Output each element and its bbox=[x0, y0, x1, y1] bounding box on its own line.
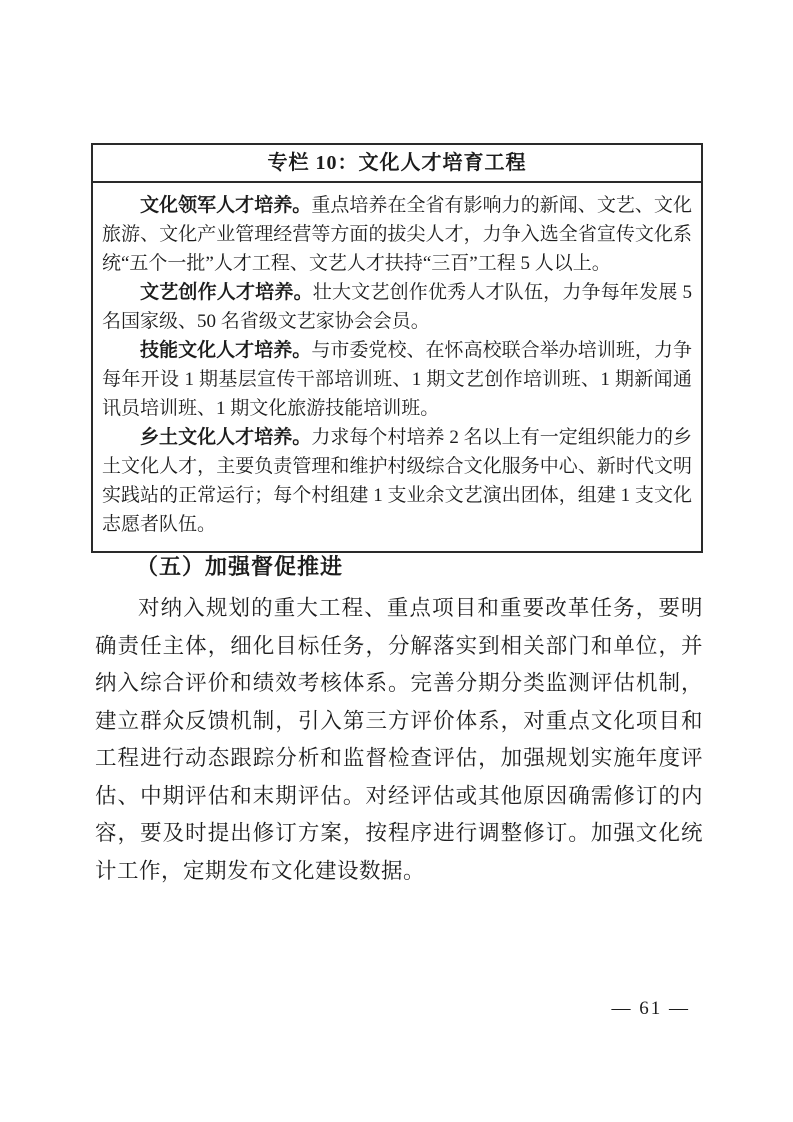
box-paragraph-3 bbox=[102, 336, 692, 423]
box-paragraph-3-lead: 技能文化人才培养。 bbox=[140, 340, 312, 361]
box-paragraph-2-lead: 文艺创作人才培养。 bbox=[140, 282, 313, 303]
page-number: — 61 — bbox=[611, 998, 690, 1019]
box-paragraph-3-text: 与市委党校、在怀高校联合举办培训班，力争每年开设 1 期基层宣传干部培训班、1 期文艺创作培训班、1 期新闻通讯员培训班、1 期文化旅游技能培训班。 bbox=[102, 340, 692, 419]
box-paragraph-1 bbox=[102, 191, 692, 278]
box-paragraph-4 bbox=[102, 423, 692, 539]
feature-box-body bbox=[93, 183, 701, 551]
box-paragraph-1-lead: 文化领军人才培养。 bbox=[140, 195, 312, 216]
box-paragraph-4-lead: 乡土文化人才培养。 bbox=[140, 427, 312, 448]
feature-box bbox=[91, 143, 703, 553]
feature-box-title: 专栏 10：文化人才培育工程 bbox=[93, 145, 701, 183]
section-body-paragraph: 对纳入规划的重大工程、重点项目和重要改革任务，要明确责任主体，细化目标任务，分解落实到相关部门和单位，并纳入综合评价和绩效考核体系。完善分期分类监测评估机制，建立群众反馈机制，引入第三方评价体系，对重点文化项目和工程进行动态跟踪分析和监督检查评估，加强规划实施年度评估、中期评估和末期评估。对经评估或其他原因确需修订的内容，要及时提出修订方案，按程序进行调整修订。加强文化统计工作，定期发布文化建设数据。 bbox=[95, 596, 703, 883]
box-paragraph-4-text: 力求每个村培养 2 名以上有一定组织能力的乡土文化人才，主要负责管理和维护村级综合文化服务中心、新时代文明实践站的正常运行；每个村组建 1 支业余文艺演出团体，组建 1 支文化志愿者队伍。 bbox=[102, 427, 692, 535]
box-paragraph-2-text: 壮大文艺创作优秀人才队伍，力争每年发展 5 名国家级、50 名省级文艺家协会会员。 bbox=[102, 282, 692, 332]
box-paragraph-2 bbox=[102, 278, 692, 336]
box-paragraph-1-text: 重点培养在全省有影响力的新闻、文艺、文化旅游、文化产业管理经营等方面的拔尖人才，力争入选全省宣传文化系统“五个一批”人才工程、文艺人才扶持“三百”工程 5 人以上。 bbox=[102, 195, 692, 274]
section-heading: （五）加强督促推进 bbox=[136, 554, 344, 579]
